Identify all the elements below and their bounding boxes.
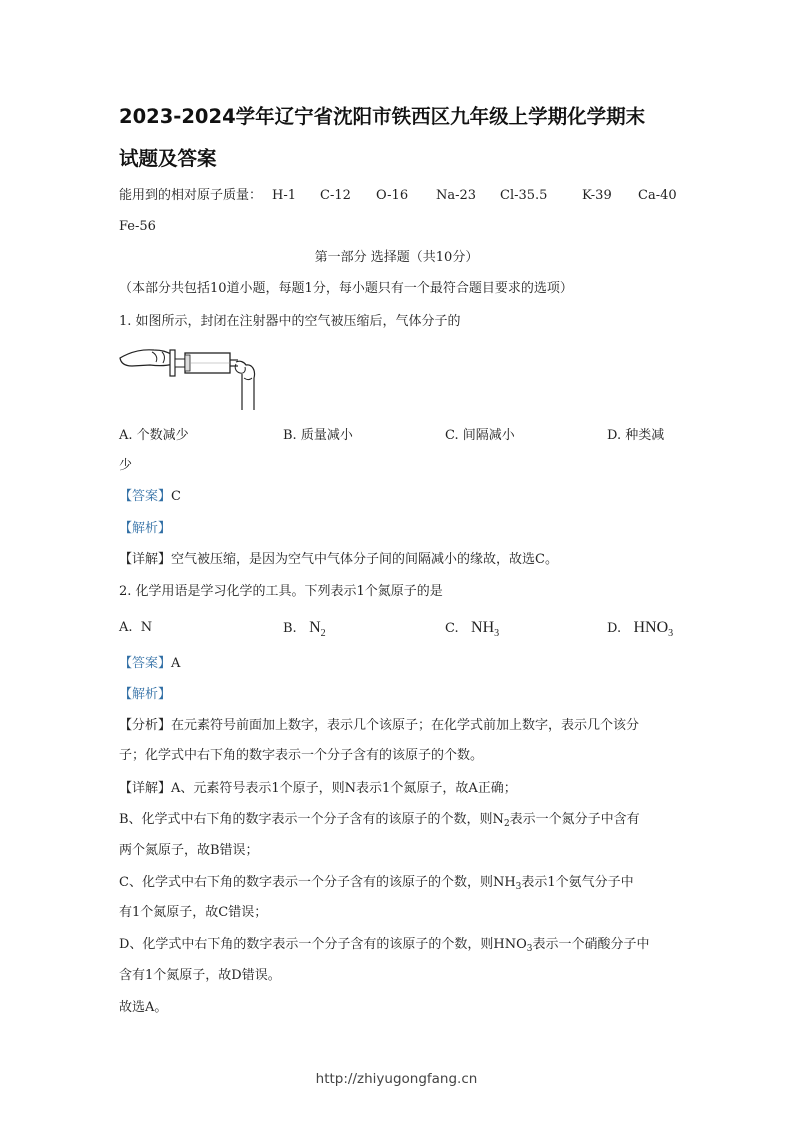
q2-detail-a [119, 779, 517, 799]
q1-answer [119, 487, 181, 507]
q1-option-wrap: 少 [119, 458, 133, 473]
q2-option-a-formula: N [140, 620, 153, 635]
q2-detail-a-text: A、元素符号表示1个原子，则N表示1个氮原子，故A正确； [171, 781, 517, 796]
q2-detail-d-line-2: 含有1个氮原子，故D错误。 [119, 968, 281, 983]
atomic-mass-ca: Ca-40 [638, 188, 677, 203]
q2-detail-b-post: 表示一个氮分子中含有 [509, 812, 640, 827]
syringe-illustration [118, 340, 263, 412]
atomic-mass-o: O-16 [376, 188, 409, 203]
footer-url[interactable]: http://zhiyugongfang.cn [315, 1071, 478, 1087]
q2-analyze-line-1 [119, 716, 639, 736]
q2-detail-c-sub: 3 [515, 882, 522, 892]
atomic-mass-na: Na-23 [436, 188, 477, 203]
q2-option-c-base: NH [471, 619, 495, 636]
q2-conclusion: 故选A。 [119, 1000, 168, 1015]
q2-analyze-line-2: 子；化学式中右下角的数字表示一个分子含有的该原子的个数。 [119, 748, 484, 763]
q2-detail-c-line-2: 有1个氮原子，故C错误； [119, 905, 268, 920]
q1-detail-text: 空气被压缩，是因为空气中气体分子间的间隔减小的缘故，故选C。 [171, 552, 558, 567]
q2-detail-d [119, 935, 650, 959]
q2-detail-d-sub: 3 [526, 944, 533, 954]
q2-detail-d-pre: D、化学式中右下角的数字表示一个分子含有的该原子的个数，则HNO [119, 937, 527, 952]
q2-option-a-letter: A. [119, 620, 133, 635]
atomic-mass-cl: Cl-35.5 [500, 188, 548, 203]
q1-analysis-tag: 【解析】 [119, 521, 172, 536]
q2-option-d-letter: D. [607, 621, 622, 636]
atomic-mass-line [119, 186, 679, 206]
q2-stem: 2. 化学用语是学习化学的工具。下列表示1个氮原子的是 [119, 584, 443, 599]
q2-option-b [283, 618, 326, 644]
q2-option-b-sub: 2 [320, 628, 326, 639]
q2-option-c [445, 618, 499, 644]
q2-detail-tag: 【详解】 [119, 781, 172, 796]
q2-option-c-sub: 3 [494, 628, 500, 639]
q2-detail-d-post: 表示一个硝酸分子中 [532, 937, 650, 952]
q2-detail-c [119, 873, 634, 897]
q2-option-a [119, 618, 152, 638]
q2-option-c-letter: C. [445, 621, 459, 636]
document-title-line-2: 试题及答案 [119, 147, 217, 170]
q2-analyze-text-1: 在元素符号前面加上数字，表示几个该原子；在化学式前加上数字，表示几个该分 [171, 718, 640, 733]
q2-detail-b [119, 810, 640, 834]
q1-answer-value: C [171, 489, 181, 504]
q2-analysis-tag: 【解析】 [119, 687, 172, 702]
q2-answer [119, 654, 180, 674]
q1-detail [119, 550, 558, 570]
q2-option-d-sub: 3 [668, 628, 674, 639]
q2-option-d-base: HNO [633, 619, 669, 636]
q2-detail-b-pre: B、化学式中右下角的数字表示一个分子含有的该原子的个数，则N [119, 812, 504, 827]
atomic-mass-c: C-12 [320, 188, 351, 203]
q2-detail-c-post: 表示1个氨气分子中 [521, 875, 634, 890]
q2-detail-c-pre: C、化学式中右下角的数字表示一个分子含有的该原子的个数，则NH [119, 875, 516, 890]
q1-stem: 1. 如图所示，封闭在注射器中的空气被压缩后，气体分子的 [119, 314, 461, 329]
atomic-mass-prefix: 能用到的相对原子质量： [119, 188, 263, 203]
q2-answer-tag: 【答案】 [119, 656, 172, 671]
q2-detail-b-line-2: 两个氮原子，故B错误； [119, 843, 259, 858]
section-note: （本部分共包括10道小题，每题1分，每小题只有一个最符合题目要求的选项） [119, 281, 573, 296]
atomic-mass-h: H-1 [272, 188, 297, 203]
q1-detail-tag: 【详解】 [119, 552, 172, 567]
q2-option-b-base: N [309, 619, 321, 636]
q2-answer-value: A [171, 656, 181, 671]
q2-option-b-letter: B. [283, 621, 297, 636]
q1-option-a: A. 个数减少 [119, 428, 189, 443]
q1-option-c: C. 间隔减小 [445, 428, 515, 443]
q2-analyze-tag: 【分析】 [119, 718, 172, 733]
section-title: 第一部分 选择题（共10分） [314, 250, 479, 265]
atomic-mass-wrap: Fe-56 [119, 219, 156, 234]
q1-answer-tag: 【答案】 [119, 489, 172, 504]
q2-option-d [607, 618, 673, 644]
atomic-mass-k: K-39 [582, 188, 612, 203]
document-title-line-1: 2023-2024学年辽宁省沈阳市铁西区九年级上学期化学期末 [119, 105, 646, 128]
q1-option-b: B. 质量减小 [283, 428, 353, 443]
q2-detail-b-sub: 2 [503, 819, 510, 829]
q1-option-d: D. 种类减 [607, 428, 665, 443]
